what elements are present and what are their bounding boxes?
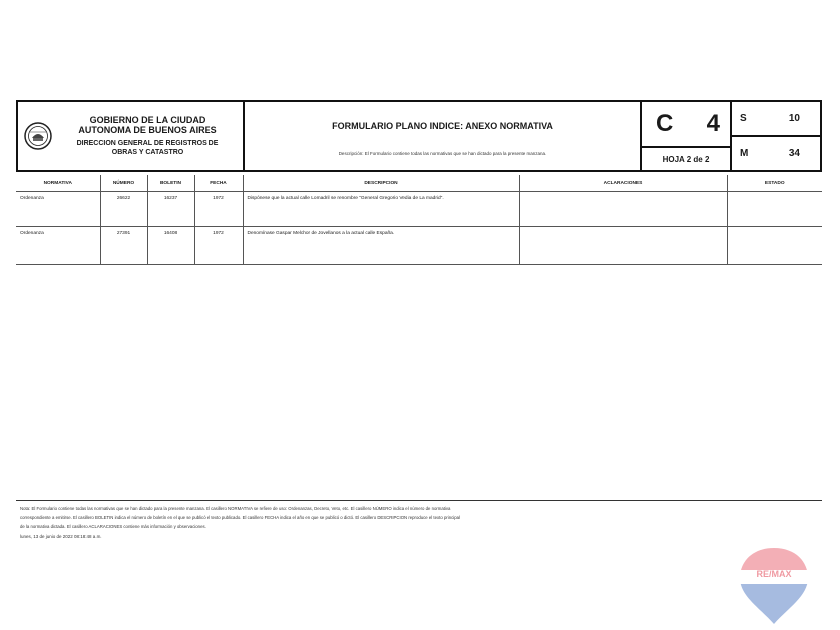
- normativa-table: [16, 175, 822, 265]
- cell-estado: [727, 192, 822, 227]
- cell-numero: 26622: [100, 192, 147, 227]
- government-title: GOBIERNO DE LA CIUDAD AUTONOMA DE BUENOS AIRES: [78, 115, 217, 135]
- cell-boletin: 16237: [147, 192, 194, 227]
- cell-fecha: 1972: [194, 227, 243, 265]
- cell-boletin: 16408: [147, 227, 194, 265]
- footer-note: Nota: El Formulario contiene todas las normativas que se han dictado para la presente manzana. El casillero NORMATIVA se refiere de uso: Ordenanzas, Decreto, Veto, etc. El casillero NÚMERO indica el número de normativa correspondiente a emitirse. El casillero BOLETIN indica el número de boletín en el que se publicó el texto publicado. El casillero FECHA indica el año en que se publicó o dictó. El casillero DESCRIPCION reproduce el texto principal de la normativa dictada. El casillero ACLARACIONES contiene más información y observaciones.: [20, 506, 460, 529]
- cell-aclaraciones: [519, 192, 727, 227]
- column-header: NÚMERO: [100, 175, 147, 192]
- form-description: Descripción: El Formulario contiene todas las normativas que se han dictado para la presente manzana.: [338, 151, 547, 156]
- cell-fecha: 1972: [194, 192, 243, 227]
- form-title: FORMULARIO PLANO INDICE: ANEXO NORMATIVA: [332, 121, 553, 131]
- column-header: FECHA: [194, 175, 243, 192]
- column-header: ESTADO: [727, 175, 822, 192]
- circunscripcion-box: [642, 102, 732, 170]
- table-header-row: [16, 175, 822, 192]
- cell-descripcion: Dispónese que la actual calle Lomadril se renombre "General Gregorio Vedia de La madrid".: [243, 192, 519, 227]
- code-letter: C: [656, 110, 674, 137]
- column-header: ACLARACIONES: [519, 175, 727, 192]
- remax-balloon-logo: [738, 546, 810, 626]
- cell-aclaraciones: [519, 227, 727, 265]
- table-row: [16, 192, 822, 227]
- column-header: NORMATIVA: [16, 175, 100, 192]
- column-header: DESCRIPCION: [243, 175, 519, 192]
- manzana-row: M 34: [732, 135, 820, 170]
- seccion-row: S 10: [740, 113, 800, 124]
- print-date: lunes, 13 de junio de 2022 08:18:48 a.m.: [20, 534, 102, 539]
- form-title-block: [245, 102, 642, 170]
- cell-normativa: Ordenanza: [16, 227, 100, 265]
- table-row: [16, 227, 822, 265]
- cell-estado: [727, 227, 822, 265]
- code-number: 4: [706, 110, 720, 137]
- sheet-number: HOJA 2 de 2: [662, 154, 710, 164]
- column-header: BOLETIN: [147, 175, 194, 192]
- cell-normativa: Ordenanza: [16, 192, 100, 227]
- government-block: [18, 102, 245, 170]
- code-block: [642, 102, 820, 170]
- form-header: [16, 100, 822, 172]
- direction-title: DIRECCION GENERAL DE REGISTROS DE OBRAS Y CATASTRO: [76, 140, 219, 156]
- cell-descripcion: Denomínase Gaspar Melchor de Jovellanos a la actual calle España.: [243, 227, 519, 265]
- logo-text: RE/MAX: [756, 569, 792, 579]
- section-block-box: [732, 102, 820, 170]
- city-seal-icon: [24, 122, 52, 150]
- footer-divider: [16, 500, 822, 501]
- cell-numero: 27391: [100, 227, 147, 265]
